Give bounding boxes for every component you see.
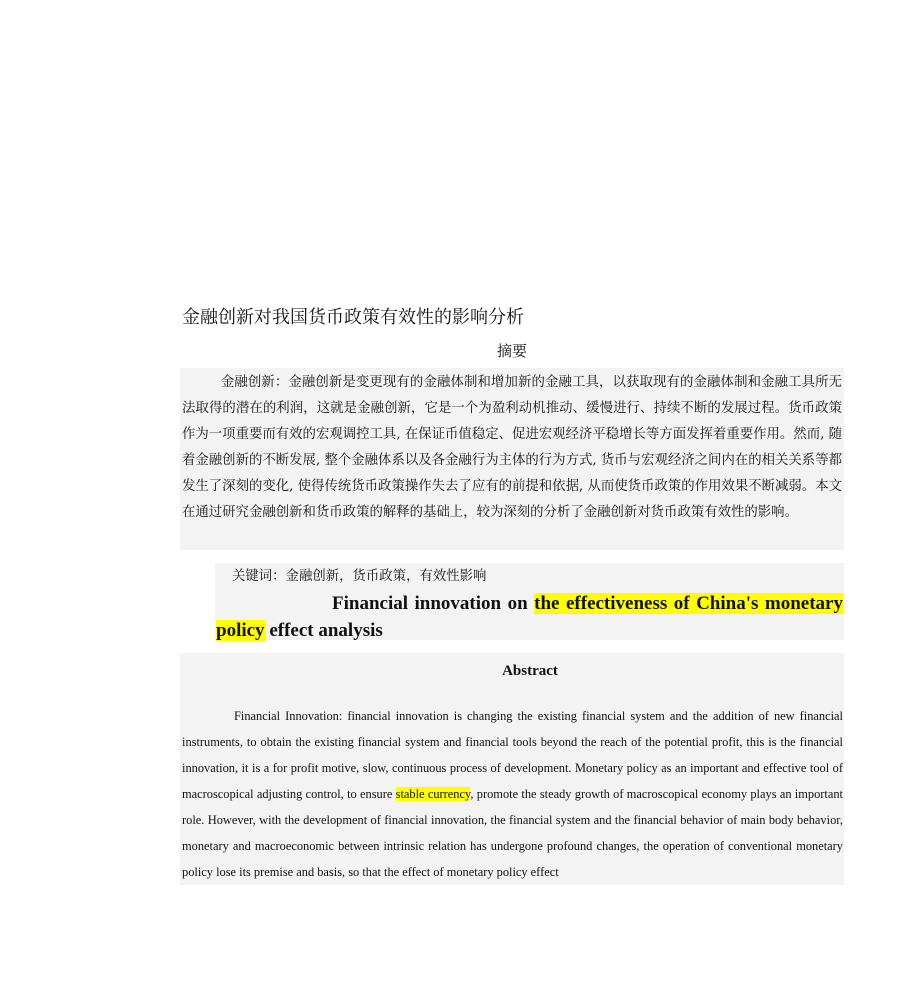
- keywords-line: 关键词：金融创新，货币政策，有效性影响: [232, 569, 487, 584]
- chinese-title: 金融创新对我国货币政策有效性的影响分析: [182, 307, 524, 328]
- english-abstract-part3: , promote the steady growth of macroscopical economy plays an important role. However, with the development of financial innovation, the financial system and the financial behavior of main body behavior, monetary and macroeconomic between intrinsic relation has undergone profound changes, the operation of conventional monetary policy lose its premise and basis, so that the effect of monetary policy effect: [182, 787, 843, 879]
- english-title-highlight: the effectiveness of China's monetary policy: [216, 593, 843, 641]
- english-title-part1: Financial innovation on: [332, 593, 535, 614]
- english-abstract-heading: Abstract: [502, 663, 558, 679]
- english-title-part3: effect analysis: [264, 620, 383, 641]
- english-title: [216, 590, 843, 644]
- english-abstract-part1: Financial Innovation: financial innovation is changing the existing financial system and the addition of new financial instruments, to obtain the existing financial system and financial tools beyond the reach of the potential profit, this is the financial innovation, it is a for profit motive, slow, continuous process of development. Monetary policy as an important and effective tool of macroscopical adjusting control, to ensure: [182, 709, 843, 801]
- english-abstract-highlight: stable currency: [395, 787, 471, 801]
- english-abstract-body: [182, 703, 843, 883]
- chinese-abstract-body: 金融创新：金融创新是变更现有的金融体制和增加新的金融工具，以获取现有的金融体制和金融工具所无法取得的潜在的利润，这就是金融创新，它是一个为盈利动机推动、缓慢进行、持续不断的发展过程。货币政策作为一项重要而有效的宏观调控工具, 在保证币值稳定、促进宏观经济平稳增长等方面发挥着重要作用。然而, 随着金融创新的不断发展, 整个金融体系以及各金融行为主体的行为方式, 货币与宏观经济之间内在的相关关系等都发生了深刻的变化, 使得传统货币政策操作失去了应有的前提和依据, 从而使货币政策的作用效果不断减弱。本文在通过研究金融创新和货币政策的解释的基础上，较为深刻的分析了金融创新对货币政策有效性的影响。: [180, 368, 844, 550]
- chinese-abstract-heading: 摘要: [496, 342, 527, 360]
